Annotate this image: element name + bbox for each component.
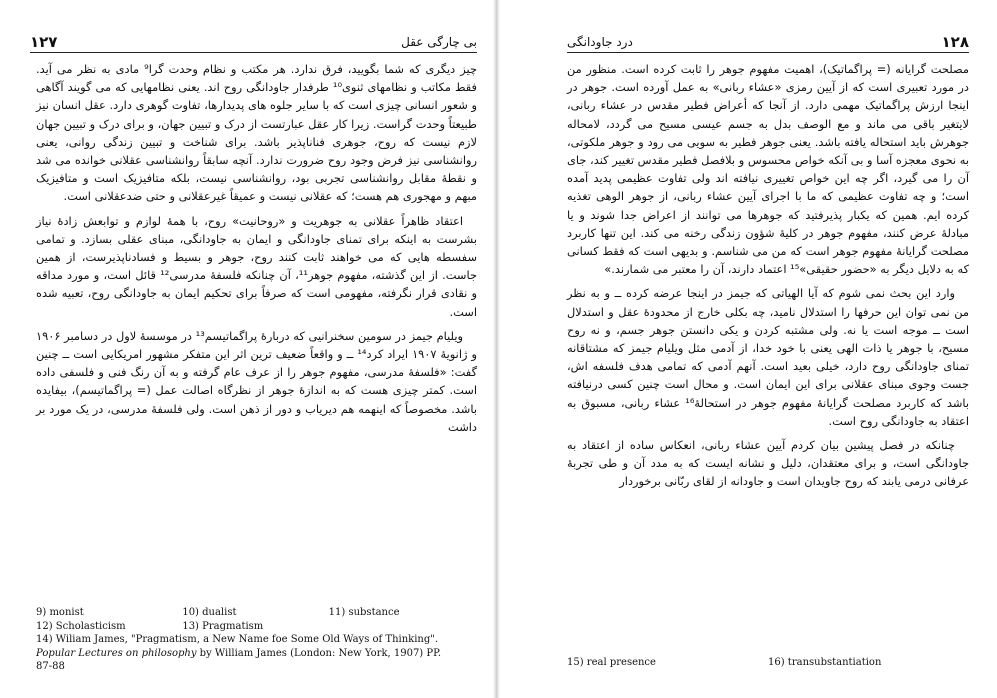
right-body-text: [567, 60, 969, 491]
left-page-header: [30, 30, 477, 53]
right-footnote-row-1: [567, 656, 969, 670]
left-page-number: ۱۲۷: [30, 33, 58, 51]
right-running-title: درد جاودانگی: [567, 35, 633, 49]
footnote-14-line-2: [36, 647, 475, 661]
left-running-title: بی چارگی عقل: [401, 35, 477, 49]
book-spine: [493, 0, 500, 698]
left-footnote-row-1: [36, 606, 475, 620]
left-page: [0, 0, 493, 698]
footnote-12: 12) Scholasticism: [36, 620, 126, 632]
right-footnotes: [567, 656, 969, 670]
right-paragraph-1: مصلحت گرایانه (= پراگماتیک)، اهمیت مفهوم جوهر را ثابت کرده است. منظور من در مورد تعبیری است که از آیین رمزی «عشاء ربانی» به عمل آورده است. جوهر در اینجا ارزش پراگماتیک مهمی دارد. از آنجا که أعراض فطیر مقدس در عشاء ربانی، لایتغیر باقی می ماند و مع الوصف بدل به جسم عیسی مسیح می گردد، لامحاله جوهرش باید استحاله یافته باشد. یعنی جوهر فطیر به سویی می رود و جوهر ملکوتی، به نحوی معجزه آسا و بی آنکه خواص محسوس و بلافصل فطیر مقدس تغییر کند، جای آن را می گیرد، اگر چه این خواص تغییری نیافته اند ولی تفاوت عظیمی پدید آمده است؛ و چه تفاوت عظیمی که ما با اجرای آیین عشاء ربانی، از جوهر الوهی تغذیه کرده ایم. همین که یکبار پذیرفتید که جوهرها می توانند از اعراض جدا شوند و یا مبادلهٔ عرض کنند، مفهوم جوهر در کلیهٔ شؤون زندگی رخنه می کند. این تنها کاربرد مصلحت گرایانهٔ مفهوم جوهر است که من می شناسم. و بدیهی است که فقط کسانی که به دلایل دیگر به «حضور حقیقی»¹⁵ اعتماد دارند، آن را معتبر می شمارند.»: [567, 62, 969, 277]
footnote-13: 13) Pragmatism: [182, 620, 264, 632]
footnote-16: 16) transubstantiation: [768, 657, 882, 668]
footnote-14-publication: by William James (London: New York, 1907) PP.: [196, 647, 442, 659]
footnote-15: 15) real presence: [567, 657, 656, 668]
footnote-14-book-title: Popular Lectures on philosophy: [36, 647, 197, 659]
left-paragraph-3: ویلیام جیمز در سومین سخنرانیی که دربارهٔ پراگماتیسم¹³ در موسسهٔ لاول در دسامبر ۱۹۰۶ و ژانویهٔ ۱۹۰۷ ایراد کرد¹⁴ ــ و واقعاً ضعیف ترین اثر این متفکر مشهور امریکایی است ــ چنین گفت: «فلسفهٔ مدرسی، مفهوم جوهر را از عرف عام گرفته و به آن رنگ فنی و فلسفی داده است. کمتر چیزی هست که به اندازهٔ جوهر از نظرگاه اصالت عمل (= پراگماتیسم)، بیفایده باشد. مخصوصاً که اینهمه هم دیریاب و دور از ذهن است. ولی فلسفهٔ مدرسی، در یک مورد بر داشت: [36, 328, 477, 434]
left-footnote-row-2: [36, 620, 475, 634]
left-paragraph-1: چیز دیگری که شما بگویید، فرق ندارد. هر مکتب و نظام وحدت گرا⁹ مادی به نظر می آید. فقط مکاتب و نظامهای ثنوی¹⁰ طرفدار جاودانگی روح اند. یعنی نظامهایی که می گویند آگاهی و شعور انسانی چیزی است که با سایر جلوه های پدیدارها، تفاوت گوهری دارد. عقل انسان نیز طبیعتاً وحدت گراست. زیرا کار عقل عبارتست از درک و تبیین جهان، و برای درک و تبیین جهان لازم نیست که روح، جوهری فناناپذیر باشد. برای شناخت و تبیین زندگی روانی، یعنی روانشناسی نیز فرض وجود روح ضرورت ندارد. آنچه سابقاً روانشناسی عقلانی خوانده می شد و نقطهٔ مقابل روانشناسی تجربی بود، روانشناسی نیست، بلکه متافیزیک است و متافیزیک مبهم و مهجوری هم هست؛ که عقلانی نیست و عمیقاً غیرعقلانی و حتی ضدعقلانی است.: [36, 62, 478, 204]
right-paragraph-2: وارد این بحث نمی شوم که آیا الهیاتی که جیمز در اینجا عرضه کرده ــ و به نظر من نمی توان این حرفها را استدلال نامید، چه بکلی خارج از محدودهٔ عقل و استدلال است ــ موجه است یا نه. ولی مشتبه کردن و یکی دانستن جوهر جسم، و نه روح مسیح، با جوهر یا ذات الهی یعنی با خود خدا، از آدمی مثل ویلیام جیمز که مشتاقانه تمنای جاودانگی روح دارد، خیلی بعید است. آنهم آدمی که تمامی هدف فلسفه اش، جست وجوی مبنای عقلانی برای این ایمان است. و محال است چنین کسی درنیافته باشد که کاربرد مصلحت گرایانهٔ مفهوم جوهر در استحالهٔ¹⁶ عشاء ربانی، مسبوق به اعتقاد به جاودانگی روح است.: [567, 286, 970, 428]
footnote-9: 9) monist: [36, 607, 84, 618]
footnote-14-line-1: 14) Wiliam James, "Pragmatism, a New Name foe Some Old Ways of Thinking".: [36, 634, 439, 645]
footnote-10: 10) dualist: [182, 607, 237, 618]
right-page-header: [567, 30, 969, 53]
left-paragraph-2: اعتقاد ظاهراً عقلانی به جوهریت و «روحانیت» روح، با همهٔ لوازم و توابعش زادهٔ نیاز بشرست به اینکه برای تمنای جاودانگی و ایمان به جاودانگی، مبنای عقلی بسازد. و تمامی سفسطه هایی که می خواهند ثابت کنند روح، جوهر و بسیط و فسادناپذیرست، از همین جاست. از این گذشته، مفهوم جوهر¹¹، آن چنانکه فلسفهٔ مدرسی¹² قائل است، و مورد مداقه و نقادی قرار نگرفته، مفهومی است که صرفاً برای تحکیم ایمان به جاودانگی روح، تعبیه شده است.: [36, 213, 477, 319]
right-page: [500, 0, 997, 698]
right-page-number: ۱۲۸: [941, 33, 969, 51]
footnote-14-pages: 87-88: [36, 661, 65, 672]
left-body-text: [36, 60, 477, 436]
right-paragraph-3: چنانکه در فصل پیشین بیان کردم آیین عشاء ربانی، انعکاس ساده از اعتقاد به جاودانگی است، و برای معتقدان، دلیل و نشانه ایست که به مدد آن و طی تجربهٔ عرفانی درمی یابند که روح جاویدان است و جاودانه از لقای ربّانی برخوردار: [567, 438, 969, 489]
left-footnotes: [36, 606, 475, 674]
footnote-11: 11) substance: [328, 607, 400, 618]
